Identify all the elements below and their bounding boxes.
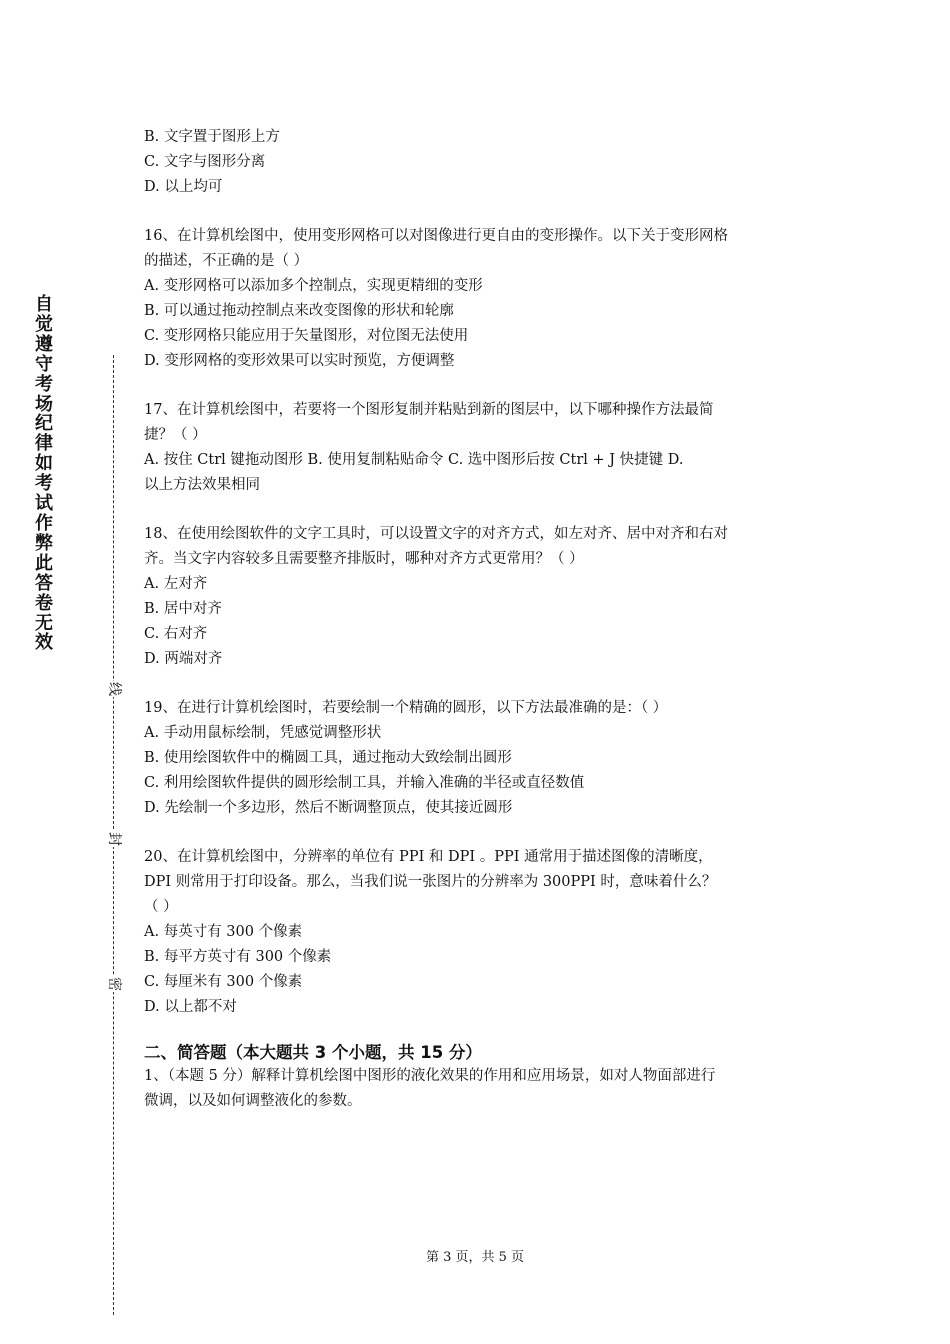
question-16 bbox=[144, 224, 814, 374]
page-number: 第 3 页，共 5 页 bbox=[425, 1250, 525, 1265]
option: D. 以上都不对 bbox=[144, 999, 237, 1015]
question-text: 的描述，不正确的是（ ） bbox=[144, 253, 309, 269]
option: D. 两端对齐 bbox=[144, 651, 223, 667]
question-text: 微调，以及如何调整液化的参数。 bbox=[144, 1093, 362, 1109]
question-text: 齐。当文字内容较多且需要整齐排版时，哪种对齐方式更常用？（ ） bbox=[144, 551, 584, 567]
option: B. 居中对齐 bbox=[144, 601, 222, 617]
question-19 bbox=[144, 696, 814, 821]
question-text: （ ） bbox=[144, 899, 178, 915]
option: B. 可以通过拖动控制点来改变图像的形状和轮廓 bbox=[144, 303, 454, 319]
section-title-short-answer: 二、简答题（本大题共 3 个小题，共 15 分） bbox=[144, 1043, 482, 1062]
option: A. 变形网格可以添加多个控制点，实现更精细的变形 bbox=[144, 278, 483, 294]
question-text: 18、在使用绘图软件的文字工具时，可以设置文字的对齐方式，如左对齐、居中对齐和右对 bbox=[144, 526, 728, 542]
option: A. 按住 Ctrl 键拖动图形 B. 使用复制粘贴命令 C. 选中图形后按 Ctrl + J 快捷键 D. bbox=[144, 452, 684, 468]
option: C. 文字与图形分离 bbox=[144, 154, 266, 170]
option: B. 文字置于图形上方 bbox=[144, 129, 280, 145]
prev-question-options bbox=[144, 125, 814, 200]
option: A. 手动用鼠标绘制，凭感觉调整形状 bbox=[144, 725, 382, 741]
question-text: 17、在计算机绘图中，若要将一个图形复制并粘贴到新的图层中，以下哪种操作方法最简 bbox=[144, 402, 714, 418]
exam-content bbox=[144, 125, 814, 1114]
option: A. 左对齐 bbox=[144, 576, 208, 592]
question-text: 16、在计算机绘图中，使用变形网格可以对图像进行更自由的变形操作。以下关于变形网格 bbox=[144, 228, 728, 244]
seal-mark-line: 线 bbox=[106, 682, 122, 696]
seal-mark-secret: 密 bbox=[106, 977, 122, 991]
seal-mark-seal: 封 bbox=[106, 832, 122, 846]
option: C. 每厘米有 300 个像素 bbox=[144, 974, 303, 990]
question-20 bbox=[144, 845, 814, 1020]
option: D. 先绘制一个多边形，然后不断调整顶点，使其接近圆形 bbox=[144, 800, 513, 816]
question-17 bbox=[144, 398, 814, 498]
question-text: 1、（本题 5 分）解释计算机绘图中图形的液化效果的作用和应用场景，如对人物面部进行 bbox=[144, 1068, 716, 1084]
question-18 bbox=[144, 522, 814, 672]
question-text: DPI 则常用于打印设备。那么，当我们说一张图片的分辨率为 300PPI 时，意味着什么？ bbox=[144, 874, 717, 890]
option: D. 以上均可 bbox=[144, 179, 223, 195]
exam-discipline-notice: 自觉遵守考场纪律如考试作弊此答卷无效 bbox=[35, 294, 53, 654]
short-answer-question-1 bbox=[144, 1064, 814, 1114]
option: D. 变形网格的变形效果可以实时预览，方便调整 bbox=[144, 353, 455, 369]
option: 以上方法效果相同 bbox=[144, 477, 260, 493]
option: B. 每平方英寸有 300 个像素 bbox=[144, 949, 332, 965]
option: C. 变形网格只能应用于矢量图形，对位图无法使用 bbox=[144, 328, 469, 344]
option: B. 使用绘图软件中的椭圆工具，通过拖动大致绘制出圆形 bbox=[144, 750, 512, 766]
option: A. 每英寸有 300 个像素 bbox=[144, 924, 303, 940]
question-text: 捷？（ ） bbox=[144, 427, 207, 443]
question-text: 20、在计算机绘图中，分辨率的单位有 PPI 和 DPI 。PPI 通常用于描述图像的清晰度， bbox=[144, 849, 713, 865]
option: C. 右对齐 bbox=[144, 626, 208, 642]
option: C. 利用绘图软件提供的圆形绘制工具，并输入准确的半径或直径数值 bbox=[144, 775, 585, 791]
question-text: 19、在进行计算机绘图时，若要绘制一个精确的圆形，以下方法最准确的是：（ ） bbox=[144, 700, 668, 716]
